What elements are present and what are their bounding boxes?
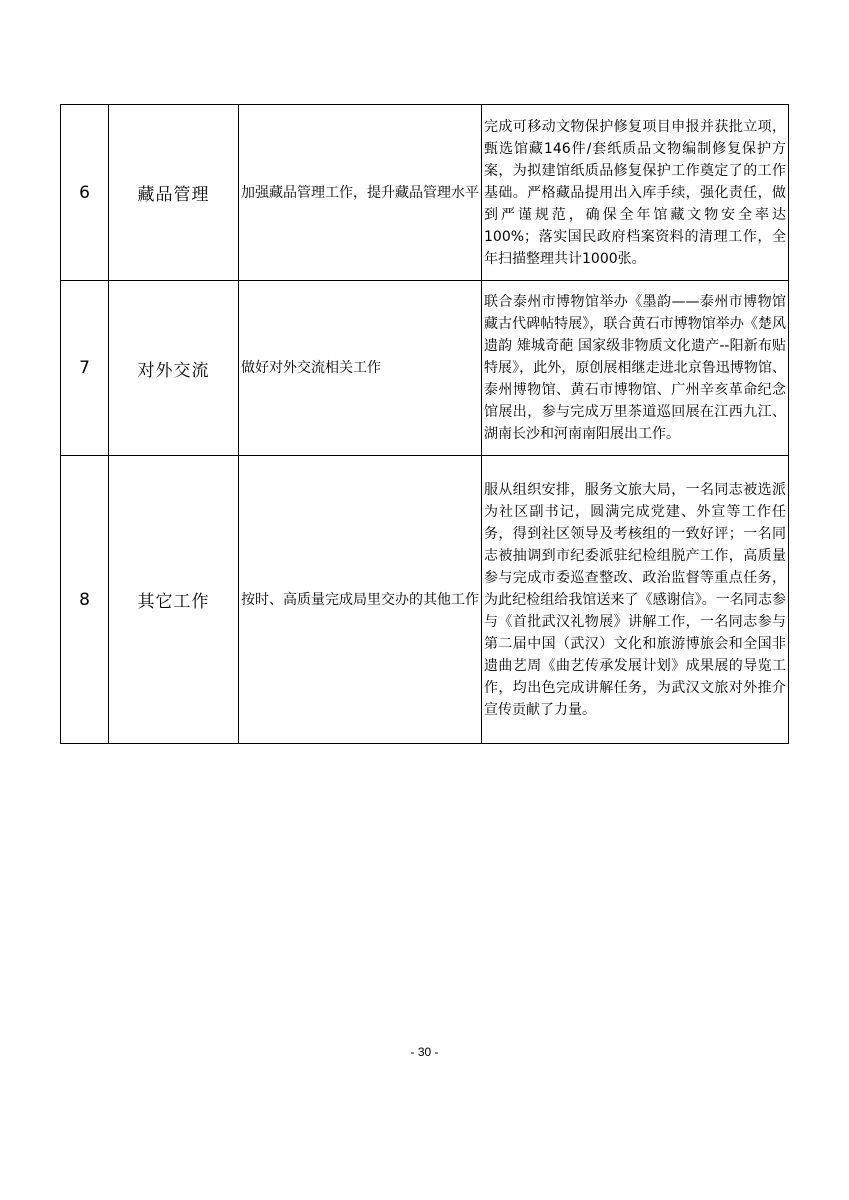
table-row xyxy=(61,105,789,281)
row-number: 8 xyxy=(61,456,109,744)
row-goal: 加强藏品管理工作，提升藏品管理水平 xyxy=(239,105,482,281)
row-detail: 联合泰州市博物馆举办《墨韵——泰州市博物馆藏古代碑帖特展》，联合黄石市博物馆举办《楚风遗韵 雉城奇葩 国家级非物质文化遗产--阳新布贴特展》，此外，原创展相继走进北京鲁迅博物馆、泰州博物馆、黄石市博物馆、广州辛亥革命纪念馆展出，参与完成万里茶道巡回展在江西九江、湖南长沙和河南南阳展出工作。 xyxy=(482,281,789,456)
row-number: 6 xyxy=(61,105,109,281)
row-goal: 做好对外交流相关工作 xyxy=(239,281,482,456)
row-category: 藏品管理 xyxy=(109,105,239,281)
page-number: - 30 - xyxy=(410,1045,439,1059)
row-category: 其它工作 xyxy=(109,456,239,744)
work-summary-table xyxy=(60,104,789,744)
row-detail: 完成可移动文物保护修复项目申报并获批立项，甄选馆藏146件/套纸质品文物编制修复保护方案，为拟建馆纸质品修复保护工作奠定了的工作基础。严格藏品提用出入库手续，强化责任，做到严谨规范，确保全年馆藏文物安全率达100%；落实国民政府档案资料的清理工作，全年扫描整理共计1000张。 xyxy=(482,105,789,281)
row-detail: 服从组织安排，服务文旅大局，一名同志被选派为社区副书记，圆满完成党建、外宣等工作任务，得到社区领导及考核组的一致好评；一名同志被抽调到市纪委派驻纪检组脱产工作，高质量参与完成市委巡查整改、政治监督等重点任务，为此纪检组给我馆送来了《感谢信》。一名同志参与《首批武汉礼物展》讲解工作，一名同志参与第二届中国（武汉）文化和旅游博旅会和全国非遗曲艺周《曲艺传承发展计划》成果展的导览工作，均出色完成讲解任务，为武汉文旅对外推介宣传贡献了力量。 xyxy=(482,456,789,744)
row-number: 7 xyxy=(61,281,109,456)
table-row xyxy=(61,281,789,456)
row-goal: 按时、高质量完成局里交办的其他工作 xyxy=(239,456,482,744)
row-category: 对外交流 xyxy=(109,281,239,456)
table-row xyxy=(61,456,789,744)
